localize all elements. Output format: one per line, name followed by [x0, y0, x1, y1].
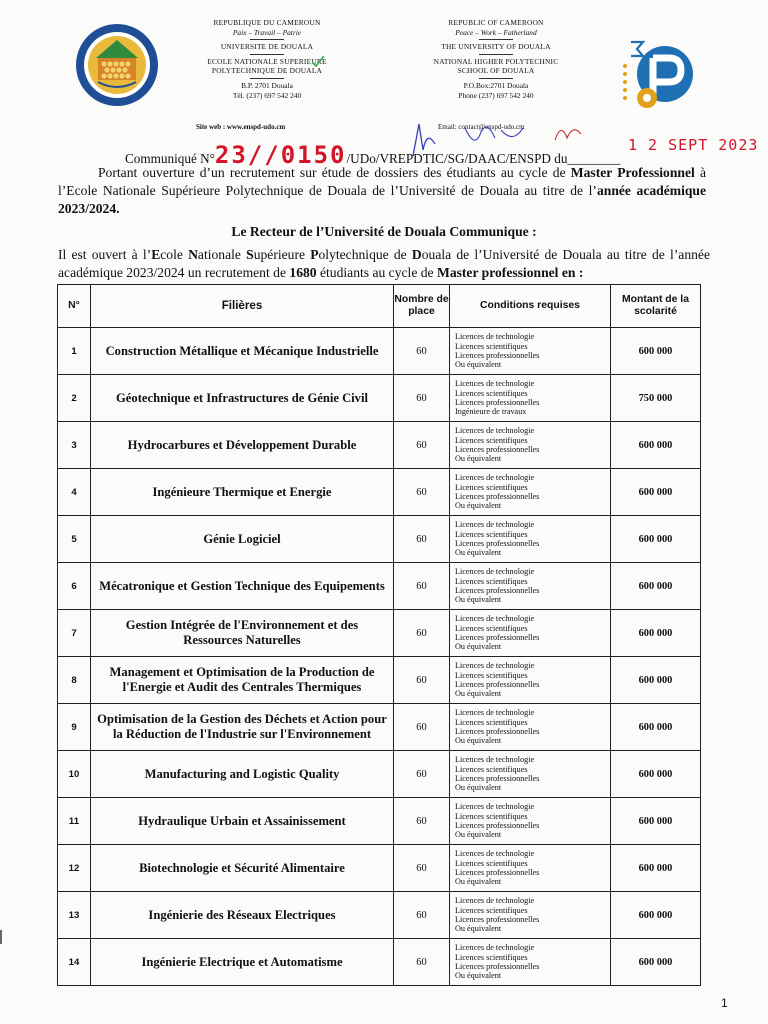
- para-text: Il est ouvert à l’: [58, 247, 152, 262]
- row-number: 3: [58, 422, 91, 469]
- col-header-number: N°: [58, 285, 91, 328]
- header-french-block: [182, 18, 352, 100]
- row-montant: 600 000: [611, 751, 701, 798]
- row-montant: 600 000: [611, 704, 701, 751]
- row-number: 4: [58, 469, 91, 516]
- row-montant: 600 000: [611, 328, 701, 375]
- motto-en: Peace – Work – Fatherland: [455, 27, 537, 37]
- row-filiere: Construction Métallique et Mécanique Industrielle: [91, 328, 394, 375]
- row-conditions: [450, 845, 611, 892]
- row-filiere: Hydraulique Urbain et Assainissement: [91, 798, 394, 845]
- condition-line: Ou équivalent: [455, 595, 502, 605]
- para-text: étudiants au cycle de: [316, 265, 437, 280]
- row-filiere: Ingénierie Electrique et Automatisme: [91, 939, 394, 986]
- row-montant: 600 000: [611, 563, 701, 610]
- table-row: [58, 704, 701, 751]
- divider: [250, 54, 284, 55]
- row-montant: 750 000: [611, 375, 701, 422]
- condition-line: Licences de technologie: [455, 802, 535, 812]
- row-number: 5: [58, 516, 91, 563]
- condition-line: Ou équivalent: [455, 501, 502, 511]
- condition-line: Ou équivalent: [455, 548, 502, 558]
- table-header-row: [58, 285, 701, 328]
- condition-line: Licences de technologie: [455, 614, 535, 624]
- condition-line: Ou équivalent: [455, 736, 502, 746]
- col-header-conditions: Conditions requises: [450, 285, 611, 328]
- divider: [479, 39, 513, 40]
- table-row: [58, 563, 701, 610]
- row-places: 60: [394, 563, 450, 610]
- condition-line: Licences professionnelles: [455, 727, 540, 736]
- condition-line: Licences professionnelles: [455, 398, 540, 407]
- letterhead: [0, 18, 768, 136]
- intro-bold-2: année académique 2023/2024.: [58, 183, 707, 216]
- row-montant: 600 000: [611, 516, 701, 563]
- row-filiere: Hydrocarbures et Développement Durable: [91, 422, 394, 469]
- row-montant: 600 000: [611, 892, 701, 939]
- condition-line: Licences de technologie: [455, 661, 535, 671]
- para-bold: P: [310, 247, 319, 262]
- condition-line: Licences de technologie: [455, 379, 535, 389]
- condition-line: Licences de technologie: [455, 426, 535, 436]
- condition-line: Licences de technologie: [455, 849, 535, 859]
- condition-line: Licences de technologie: [455, 473, 535, 483]
- condition-line: Licences scientifiques: [455, 764, 528, 774]
- row-conditions: [450, 798, 611, 845]
- condition-line: Ou équivalent: [455, 783, 502, 793]
- table-row: [58, 375, 701, 422]
- condition-line: Ou équivalent: [455, 877, 502, 887]
- condition-line: Ou équivalent: [455, 454, 502, 464]
- enspd-logo: [617, 36, 701, 116]
- table-row: [58, 422, 701, 469]
- row-places: 60: [394, 328, 450, 375]
- section-heading: Le Recteur de l’Université de Douala Communique :: [231, 224, 537, 239]
- row-conditions: [450, 939, 611, 986]
- margin-mark: [0, 930, 2, 944]
- condition-line: Licences professionnelles: [455, 915, 540, 924]
- row-conditions: [450, 328, 611, 375]
- condition-line: Ingénieure de travaux: [455, 407, 527, 417]
- row-places: 60: [394, 610, 450, 657]
- para-bold: S: [246, 247, 254, 262]
- row-places: 60: [394, 375, 450, 422]
- country-fr: REPUBLIQUE DU CAMEROUN: [213, 18, 321, 27]
- country-en: REPUBLIC OF CAMEROON: [448, 18, 544, 27]
- table-row: [58, 516, 701, 563]
- green-check-mark: [310, 54, 326, 68]
- row-places: 60: [394, 892, 450, 939]
- condition-line: Licences professionnelles: [455, 445, 540, 454]
- row-conditions: [450, 704, 611, 751]
- row-number: 1: [58, 328, 91, 375]
- row-places: 60: [394, 751, 450, 798]
- row-montant: 600 000: [611, 422, 701, 469]
- condition-line: Licences scientifiques: [455, 905, 528, 915]
- divider: [479, 54, 513, 55]
- communique-blank: ________: [567, 151, 621, 166]
- row-places: 60: [394, 845, 450, 892]
- email-text: Email: contact@enspd-udo.cm: [438, 123, 525, 131]
- col-header-montant: Montant de la scolarité: [611, 285, 701, 328]
- table-row: [58, 939, 701, 986]
- row-places: 60: [394, 657, 450, 704]
- col-header-filieres: Filières: [91, 285, 394, 328]
- condition-line: Licences professionnelles: [455, 680, 540, 689]
- row-filiere: Management et Optimisation de la Production de l'Energie et Audit des Centrales Thermiques: [91, 657, 394, 704]
- row-filiere: Biotechnologie et Sécurité Alimentaire: [91, 845, 394, 892]
- row-places: 60: [394, 798, 450, 845]
- row-conditions: [450, 516, 611, 563]
- condition-line: Licences scientifiques: [455, 576, 528, 586]
- row-number: 13: [58, 892, 91, 939]
- row-conditions: [450, 751, 611, 798]
- row-montant: 600 000: [611, 939, 701, 986]
- body-paragraph: [58, 246, 710, 282]
- para-bold: E: [151, 247, 161, 262]
- communique-number: 23//0150: [214, 141, 347, 169]
- condition-line: Licences professionnelles: [455, 492, 540, 501]
- date-stamp: 1 2 SEPT 2023: [628, 136, 759, 154]
- condition-line: Licences de technologie: [455, 896, 535, 906]
- row-montant: 600 000: [611, 610, 701, 657]
- row-filiere: Ingénierie des Réseaux Electriques: [91, 892, 394, 939]
- table-row: [58, 469, 701, 516]
- condition-line: Licences professionnelles: [455, 633, 540, 642]
- condition-line: Ou équivalent: [455, 971, 502, 981]
- condition-line: Licences scientifiques: [455, 435, 528, 445]
- condition-line: Licences scientifiques: [455, 341, 528, 351]
- para-text: olytechnique de: [318, 247, 412, 262]
- row-filiere: Optimisation de la Gestion des Déchets et Action pour la Réduction de l'Industrie sur l'Environnement: [91, 704, 394, 751]
- school-en-line1: NATIONAL HIGHER POLYTECHNIC: [433, 56, 559, 66]
- condition-line: Licences scientifiques: [455, 388, 528, 398]
- row-number: 8: [58, 657, 91, 704]
- para-text: cole: [160, 247, 189, 262]
- row-conditions: [450, 657, 611, 704]
- table-row: [58, 751, 701, 798]
- bp-en: P.O.Box:2701 Douala: [463, 80, 529, 90]
- motto-fr: Paix – Travail – Patrie: [232, 27, 302, 37]
- row-number: 6: [58, 563, 91, 610]
- intro-bold-1: Master Professionnel: [570, 165, 695, 180]
- intro-text-2: à l’Ecole Nationale Supérieure Polytechnique de Douala de l’Université de Douala au titre de l’: [58, 165, 706, 198]
- condition-line: Licences scientifiques: [455, 952, 528, 962]
- website-text: Site web : www.enspd-udo.cm: [196, 123, 286, 131]
- row-conditions: [450, 610, 611, 657]
- row-number: 14: [58, 939, 91, 986]
- row-places: 60: [394, 939, 450, 986]
- row-montant: 600 000: [611, 798, 701, 845]
- condition-line: Licences de technologie: [455, 567, 535, 577]
- condition-line: Licences de technologie: [455, 332, 535, 342]
- row-number: 9: [58, 704, 91, 751]
- row-places: 60: [394, 469, 450, 516]
- school-en-line2: SCHOOL OF DOUALA: [457, 66, 535, 76]
- bp-fr: B.P. 2701 Douala: [241, 80, 293, 90]
- row-montant: 600 000: [611, 657, 701, 704]
- row-filiere: Mécatronique et Gestion Technique des Equipements: [91, 563, 394, 610]
- university-seal-logo: [74, 22, 160, 108]
- col-header-places: Nombre de place: [394, 285, 450, 328]
- condition-line: Licences professionnelles: [455, 774, 540, 783]
- row-conditions: [450, 892, 611, 939]
- condition-line: Licences de technologie: [455, 755, 535, 765]
- row-number: 2: [58, 375, 91, 422]
- row-montant: 600 000: [611, 845, 701, 892]
- row-conditions: [450, 563, 611, 610]
- table-row: [58, 657, 701, 704]
- condition-line: Licences scientifiques: [455, 717, 528, 727]
- condition-line: Licences scientifiques: [455, 858, 528, 868]
- divider: [479, 78, 513, 79]
- condition-line: Licences de technologie: [455, 708, 535, 718]
- condition-line: Ou équivalent: [455, 689, 502, 699]
- condition-line: Licences professionnelles: [455, 539, 540, 548]
- tel-fr: Tél. (237) 697 542 240: [232, 90, 302, 100]
- row-filiere: Manufacturing and Logistic Quality: [91, 751, 394, 798]
- header-english-block: [411, 18, 581, 100]
- condition-line: Ou équivalent: [455, 924, 502, 934]
- condition-line: Licences professionnelles: [455, 586, 540, 595]
- condition-line: Licences professionnelles: [455, 821, 540, 830]
- divider: [250, 39, 284, 40]
- programs-table: [57, 284, 701, 986]
- table-row: [58, 892, 701, 939]
- condition-line: Ou équivalent: [455, 830, 502, 840]
- row-number: 11: [58, 798, 91, 845]
- row-number: 10: [58, 751, 91, 798]
- communique-ref: /UDo/VREPDTIC/SG/DAAC/ENSPD du: [346, 151, 568, 166]
- table-row: [58, 610, 701, 657]
- row-number: 12: [58, 845, 91, 892]
- row-filiere: Ingénieure Thermique et Energie: [91, 469, 394, 516]
- condition-line: Licences de technologie: [455, 943, 535, 953]
- row-conditions: [450, 422, 611, 469]
- condition-line: Licences professionnelles: [455, 962, 540, 971]
- condition-line: Licences scientifiques: [455, 670, 528, 680]
- row-conditions: [450, 469, 611, 516]
- row-conditions: [450, 375, 611, 422]
- row-places: 60: [394, 422, 450, 469]
- para-text: ouala de l’Université de Douala au titre de l’année académique 2023/2024 un recrutement de: [58, 247, 710, 280]
- table-row: [58, 798, 701, 845]
- row-filiere: Gestion Intégrée de l'Environnement et des Ressources Naturelles: [91, 610, 394, 657]
- intro-text-1: Portant ouverture d’un recrutement sur étude de dossiers des étudiants au cycle de: [98, 165, 571, 180]
- condition-line: Ou équivalent: [455, 360, 502, 370]
- row-filiere: Génie Logiciel: [91, 516, 394, 563]
- condition-line: Ou équivalent: [455, 642, 502, 652]
- school-fr-line1: ECOLE NATIONALE SUPERIEURE: [207, 56, 327, 66]
- row-places: 60: [394, 704, 450, 751]
- condition-line: Licences scientifiques: [455, 811, 528, 821]
- condition-line: Licences scientifiques: [455, 623, 528, 633]
- condition-line: Licences de technologie: [455, 520, 535, 530]
- row-filiere: Géotechnique et Infrastructures de Génie Civil: [91, 375, 394, 422]
- para-text: upérieure: [253, 247, 311, 262]
- table-row: [58, 328, 701, 375]
- condition-line: Licences scientifiques: [455, 529, 528, 539]
- para-bold: 1680: [289, 265, 317, 280]
- tel-en: Phone (237) 697 542 240: [458, 90, 534, 100]
- intro-paragraph: [58, 164, 706, 218]
- para-bold: N: [188, 247, 198, 262]
- table-row: [58, 845, 701, 892]
- row-places: 60: [394, 516, 450, 563]
- divider: [250, 78, 284, 79]
- page-number: 1: [721, 996, 728, 1010]
- para-bold: Master professionnel en :: [436, 265, 584, 280]
- university-en: THE UNIVERSITY OF DOUALA: [441, 42, 551, 52]
- condition-line: Licences professionnelles: [455, 868, 540, 877]
- para-text: ationale: [197, 247, 247, 262]
- condition-line: Licences professionnelles: [455, 351, 540, 360]
- row-number: 7: [58, 610, 91, 657]
- communique-prefix: Communiqué N°: [125, 151, 215, 166]
- condition-line: Licences scientifiques: [455, 482, 528, 492]
- row-montant: 600 000: [611, 469, 701, 516]
- para-bold: D: [411, 247, 422, 262]
- university-fr: UNIVERSITE DE DOUALA: [220, 42, 314, 52]
- school-fr-line2: POLYTECHNIQUE DE DOUALA: [211, 66, 323, 76]
